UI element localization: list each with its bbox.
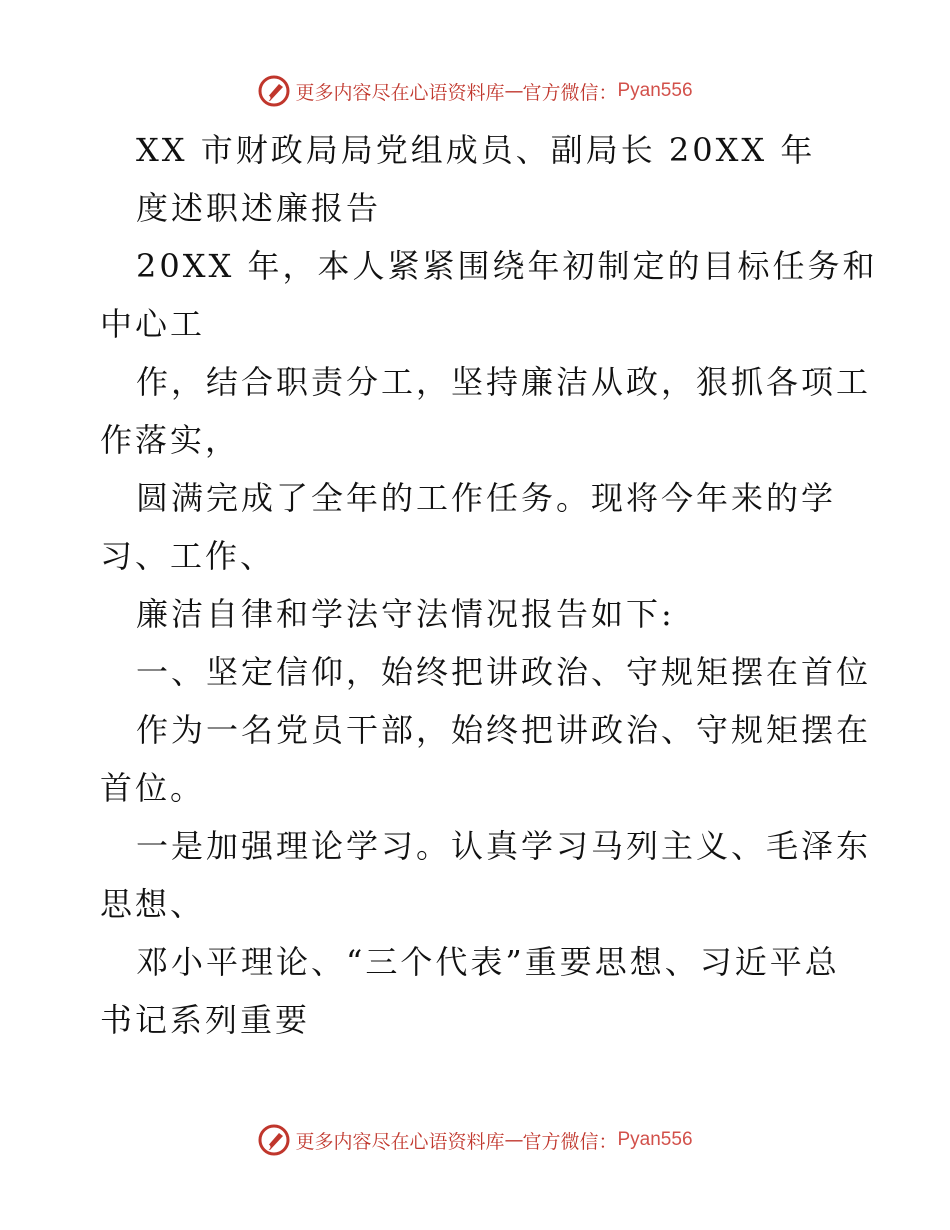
text-line: 作，结合职责分工，坚持廉洁从政，狠抓各项工 — [136, 363, 872, 401]
text-line: 圆满完成了全年的工作任务。现将今年来的学 — [136, 479, 837, 517]
text-line: 首位。 — [100, 769, 206, 807]
watermark-separator: — — [504, 1129, 523, 1151]
text-line: 作落实， — [100, 421, 241, 459]
watermark-text: 更多内容尽在心语资料库 — [295, 81, 505, 104]
watermark-id: Pyan556 — [617, 80, 693, 101]
text-line: 书记系列重要 — [100, 1001, 311, 1039]
text-line: 邓小平理论、“三个代表”重要思想、习近平总 — [136, 943, 840, 981]
text-line: 一、坚定信仰，始终把讲政治、守规矩摆在首位 — [136, 653, 872, 691]
text-line: 作为一名党员干部，始终把讲政治、守规矩摆在 — [136, 711, 872, 749]
text-line: 20XX 年，本人紧紧围绕年初制定的目标任务和 — [136, 247, 878, 285]
text-line: 廉洁自律和学法守法情况报告如下: — [136, 595, 675, 633]
watermark-label: 官方微信： — [522, 81, 618, 104]
watermark-separator: — — [504, 80, 523, 102]
text-line: XX 市财政局局党组成员、副局长 20XX 年 — [136, 131, 816, 169]
text-line: 习、工作、 — [100, 537, 276, 575]
pen-logo-icon — [257, 1123, 291, 1157]
document-body — [100, 121, 878, 1049]
watermark-text: 更多内容尽在心语资料库 — [295, 1130, 505, 1153]
watermark-label: 官方微信： — [522, 1130, 618, 1153]
text-line: 思想、 — [100, 885, 206, 923]
text-line: 一是加强理论学习。认真学习马列主义、毛泽东 — [136, 827, 872, 865]
footer-watermark — [0, 1120, 950, 1160]
pen-logo-icon — [257, 74, 291, 108]
text-line: 中心工 — [100, 305, 206, 343]
watermark-id: Pyan556 — [617, 1129, 693, 1150]
header-watermark — [0, 71, 950, 111]
text-line: 度述职述廉报告 — [136, 189, 382, 227]
